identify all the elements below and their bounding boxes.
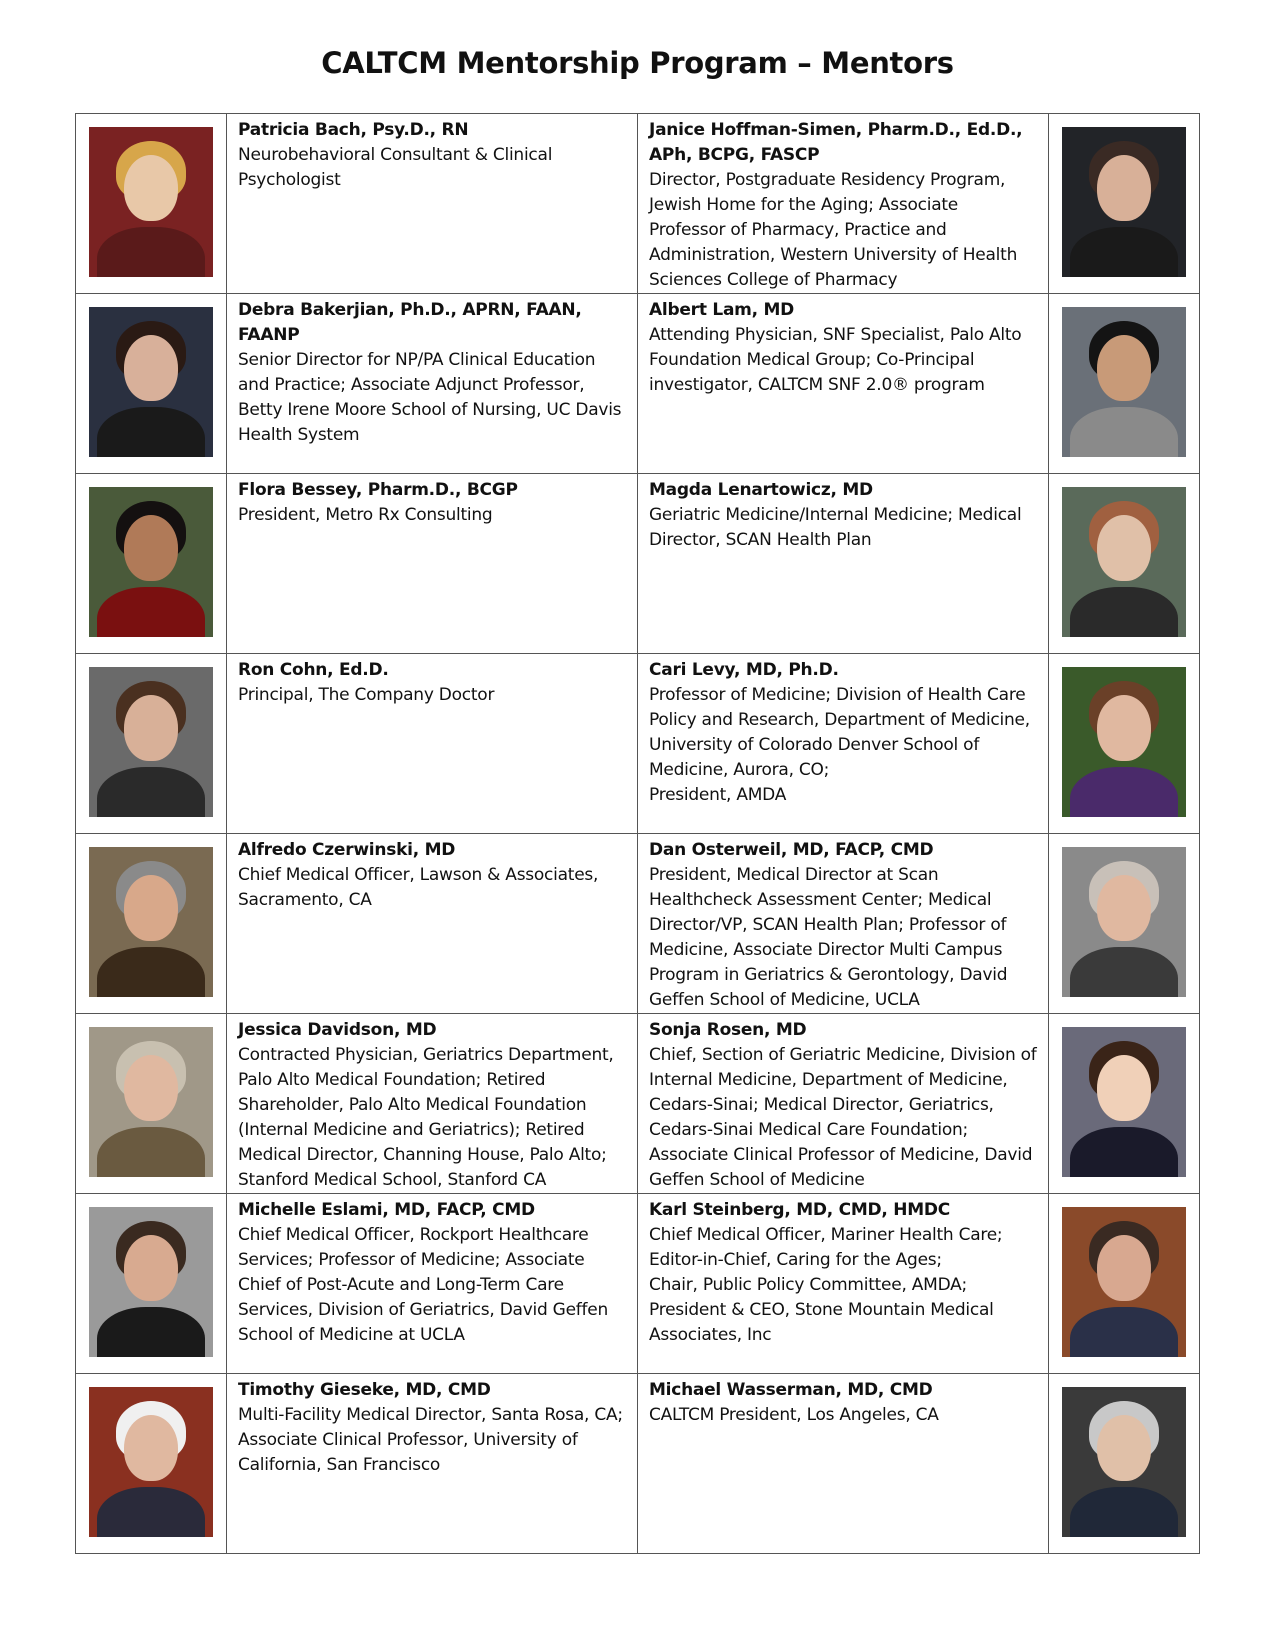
mentor-photo [89,1387,213,1537]
portrait-body [1070,227,1178,277]
mentor-photo [1062,1387,1186,1537]
mentor-photo [89,667,213,817]
portrait-body [1070,1127,1178,1177]
mentor-info-cell [638,1374,1049,1554]
mentor-row [76,1374,1200,1554]
mentor-info-cell [227,114,638,294]
mentor-info-cell [638,654,1049,834]
mentor-role: Chief Medical Officer, Rockport Healthcare Services; Professor of Medicine; Associate Chief of Post-Acute and Long-Term Care Services, Division of Geriatrics, David Geffen School of Medicine at UCLA [238,1225,609,1345]
mentor-row [76,294,1200,474]
portrait-face [124,1055,178,1121]
mentor-info-cell [638,474,1049,654]
mentor-photo [1062,847,1186,997]
mentor-info-cell [638,834,1049,1014]
mentor-photo [89,1207,213,1357]
mentor-info-cell [227,294,638,474]
portrait-face [1097,695,1151,761]
mentor-info-cell [638,1014,1049,1194]
mentor-role: Director, Postgraduate Residency Program, Jewish Home for the Aging; Associate Professor of Pharmacy, Practice and Administration, Western University of Health Sciences College of Pharmacy [649,170,1018,290]
portrait-body [1070,407,1178,457]
photo-cell [76,654,227,834]
mentor-name: Michelle Eslami, MD, FACP, CMD [238,1200,535,1220]
mentor-info-cell [227,1014,638,1194]
mentor-name: Patricia Bach, Psy.D., RN [238,120,469,140]
mentor-role: Contracted Physician, Geriatrics Department, Palo Alto Medical Foundation; Retired Shareholder, Palo Alto Medical Foundation (Internal Medicine and Geriatrics); Retired Medical Director, Channing House, Palo Alto; Stanford Medical School, Stanford CA [238,1045,614,1190]
mentor-name: Cari Levy, MD, Ph.D. [649,660,839,680]
mentor-role: Professor of Medicine; Division of Health Care Policy and Research, Department of Medicine, University of Colorado Denver School of Medicine, Aurora, CO; President, AMDA [649,685,1030,805]
portrait-face [1097,335,1151,401]
mentors-table [75,113,1200,1554]
portrait-face [1097,1235,1151,1301]
photo-cell [1049,1194,1200,1374]
mentor-name: Debra Bakerjian, Ph.D., APRN, FAAN, FAANP [238,300,582,345]
portrait-body [97,587,205,637]
mentor-photo [1062,487,1186,637]
photo-cell [76,1014,227,1194]
mentor-info-cell [638,114,1049,294]
portrait-body [97,1127,205,1177]
portrait-face [124,1415,178,1481]
photo-cell [1049,834,1200,1014]
mentor-name: Karl Steinberg, MD, CMD, HMDC [649,1200,950,1220]
mentor-info-cell [638,294,1049,474]
mentor-role: President, Medical Director at Scan Healthcheck Assessment Center; Medical Director/VP, SCAN Health Plan; Professor of Medicine, Associate Director Multi Campus Program in Geriatrics & Gerontology, David Geffen School of Medicine, UCLA [649,865,1008,1010]
portrait-body [1070,767,1178,817]
mentor-info-cell [227,1194,638,1374]
portrait-body [97,407,205,457]
mentor-name: Magda Lenartowicz, MD [649,480,873,500]
mentor-name: Timothy Gieseke, MD, CMD [238,1380,491,1400]
mentor-name: Michael Wasserman, MD, CMD [649,1380,933,1400]
mentor-name: Jessica Davidson, MD [238,1020,437,1040]
mentor-photo [1062,127,1186,277]
photo-cell [76,834,227,1014]
mentor-info-cell [227,834,638,1014]
mentor-photo [89,1027,213,1177]
photo-cell [76,294,227,474]
mentor-photo [1062,1207,1186,1357]
mentor-row [76,1014,1200,1194]
portrait-face [124,515,178,581]
portrait-body [97,1487,205,1537]
mentor-photo [89,127,213,277]
photo-cell [76,1374,227,1554]
mentor-photo [89,847,213,997]
photo-cell [1049,1374,1200,1554]
portrait-face [1097,875,1151,941]
portrait-face [124,1235,178,1301]
photo-cell [1049,474,1200,654]
portrait-body [97,767,205,817]
mentor-name: Sonja Rosen, MD [649,1020,807,1040]
photo-cell [1049,1014,1200,1194]
portrait-body [97,1307,205,1357]
portrait-face [124,875,178,941]
portrait-body [97,227,205,277]
mentor-role: Attending Physician, SNF Specialist, Palo Alto Foundation Medical Group; Co-Principal investigator, CALTCM SNF 2.0® program [649,325,1022,395]
portrait-face [124,695,178,761]
mentor-photo [89,487,213,637]
mentor-role: Geriatric Medicine/Internal Medicine; Medical Director, SCAN Health Plan [649,505,1022,550]
mentor-role: Chief Medical Officer, Lawson & Associates, Sacramento, CA [238,865,599,910]
mentor-row [76,474,1200,654]
mentor-info-cell [227,654,638,834]
photo-cell [76,474,227,654]
portrait-face [1097,155,1151,221]
mentor-name: Alfredo Czerwinski, MD [238,840,456,860]
photo-cell [1049,294,1200,474]
photo-cell [76,1194,227,1374]
mentor-row [76,1194,1200,1374]
mentor-photo [1062,1027,1186,1177]
photo-cell [1049,654,1200,834]
mentor-info-cell [227,474,638,654]
mentor-row [76,834,1200,1014]
mentor-role: Senior Director for NP/PA Clinical Education and Practice; Associate Adjunct Professor, Betty Irene Moore School of Nursing, UC Davis Health System [238,350,622,445]
portrait-body [1070,947,1178,997]
mentor-row [76,114,1200,294]
mentor-role: CALTCM President, Los Angeles, CA [649,1405,939,1425]
mentor-role: Multi-Facility Medical Director, Santa Rosa, CA; Associate Clinical Professor, University of California, San Francisco [238,1405,623,1475]
mentor-row [76,654,1200,834]
portrait-face [124,335,178,401]
mentor-info-cell [638,1194,1049,1374]
portrait-body [1070,1307,1178,1357]
mentor-name: Dan Osterweil, MD, FACP, CMD [649,840,934,860]
portrait-face [124,155,178,221]
mentor-name: Ron Cohn, Ed.D. [238,660,389,680]
mentor-name: Albert Lam, MD [649,300,795,320]
mentor-photo [1062,307,1186,457]
mentor-role: Chief Medical Officer, Mariner Health Care; Editor-in-Chief, Caring for the Ages; Chair, Public Policy Committee, AMDA; President & CEO, Stone Mountain Medical Associates, Inc [649,1225,1003,1345]
page-title: CALTCM Mentorship Program – Mentors [321,46,954,80]
mentor-name: Flora Bessey, Pharm.D., BCGP [238,480,518,500]
portrait-face [1097,1055,1151,1121]
photo-cell [76,114,227,294]
mentor-photo [89,307,213,457]
mentor-name: Janice Hoffman-Simen, Pharm.D., Ed.D., APh, BCPG, FASCP [649,120,1023,165]
portrait-body [97,947,205,997]
mentor-info-cell [227,1374,638,1554]
mentor-role: Neurobehavioral Consultant & Clinical Psychologist [238,145,553,190]
portrait-body [1070,1487,1178,1537]
mentor-role: Chief, Section of Geriatric Medicine, Division of Internal Medicine, Department of Medicine, Cedars-Sinai; Medical Director, Geriatrics, Cedars-Sinai Medical Care Foundation; Associate Clinical Professor of Medicine, David Geffen School of Medicine [649,1045,1037,1190]
portrait-face [1097,1415,1151,1481]
mentor-role: President, Metro Rx Consulting [238,505,493,525]
mentor-role: Principal, The Company Doctor [238,685,495,705]
photo-cell [1049,114,1200,294]
portrait-face [1097,515,1151,581]
mentor-photo [1062,667,1186,817]
portrait-body [1070,587,1178,637]
